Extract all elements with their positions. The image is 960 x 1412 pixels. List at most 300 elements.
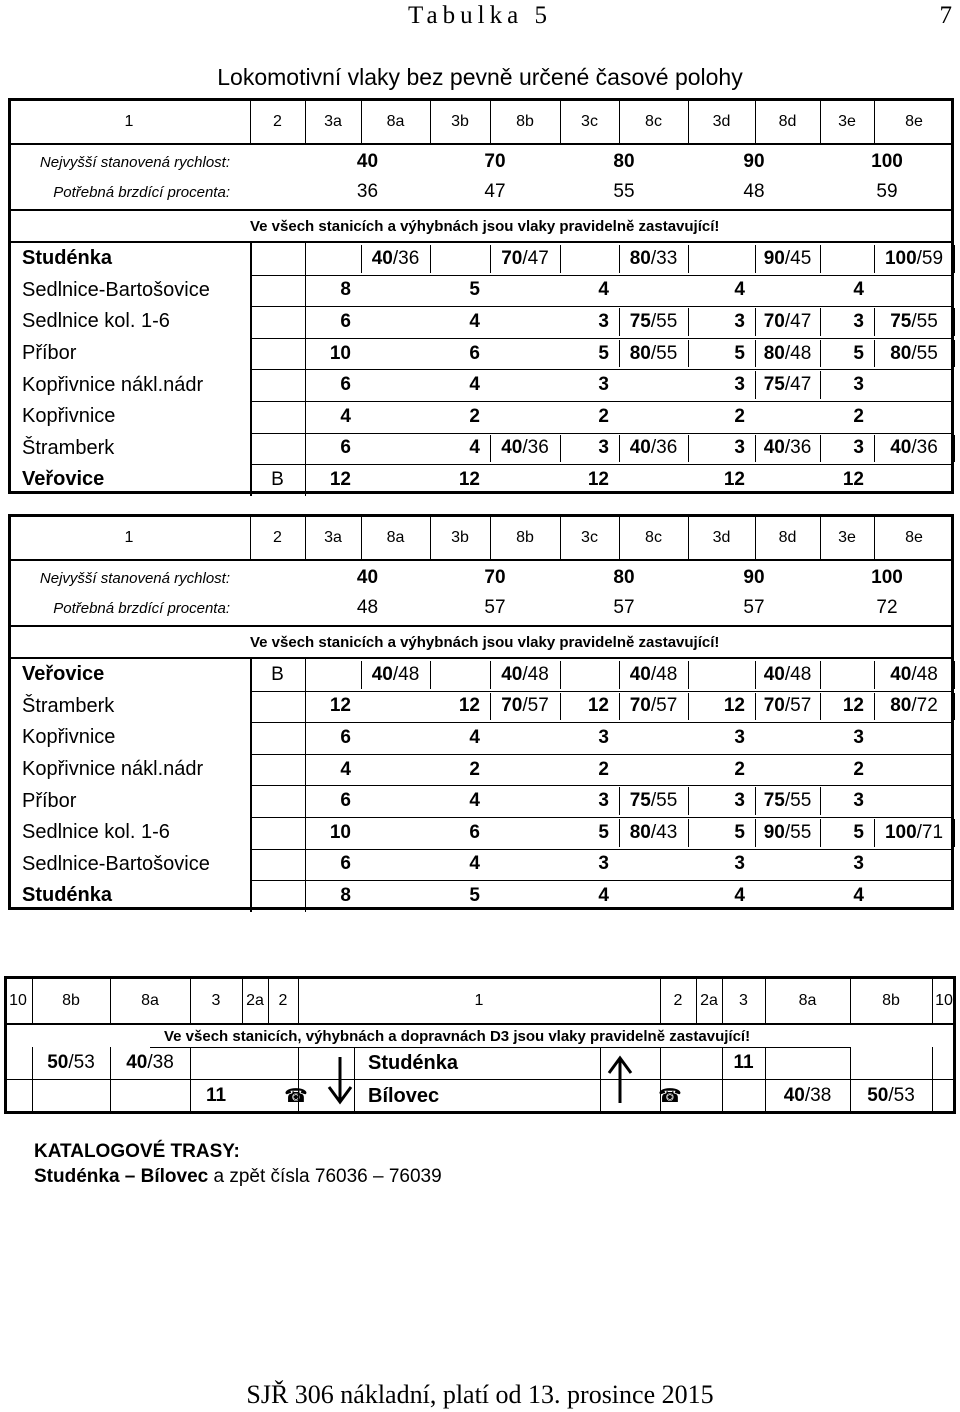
timetable-cell: 2 — [734, 758, 745, 780]
station-name: Veřovice — [22, 468, 105, 491]
brake-percent: /53 — [888, 1085, 915, 1106]
speed-value: 80 — [613, 151, 635, 172]
timetable-cell — [755, 275, 820, 307]
timetable-cell — [490, 754, 560, 786]
cell-divider — [755, 661, 756, 689]
time-minutes: 80 — [629, 821, 651, 843]
timetable-cell: 4 — [853, 884, 864, 906]
row-divider — [250, 785, 954, 786]
brake-percent: /55 — [784, 790, 812, 812]
column-header: 2 — [673, 992, 683, 1009]
speed-value: 70 — [484, 151, 506, 172]
timetable-cell — [874, 785, 954, 817]
timetable-cell: 3 — [734, 437, 745, 459]
timetable-cell — [755, 817, 820, 849]
column2-marker — [250, 275, 305, 307]
brake-percent: /47 — [784, 310, 812, 332]
brake-percent: /72 — [911, 695, 938, 717]
brake-percent: /47 — [522, 247, 549, 269]
timetable-cell: 3 — [853, 790, 864, 812]
brake-percent: /33 — [650, 247, 678, 269]
timetable-cell — [755, 464, 820, 496]
column-divider — [250, 101, 251, 143]
timetable-cell — [755, 659, 820, 691]
station-name: Sedlnice-Bartošovice — [22, 278, 210, 301]
timetable-cell — [490, 817, 560, 849]
brake-percent: /48 — [650, 663, 678, 685]
cell-divider — [619, 693, 620, 721]
cell-divider — [954, 245, 955, 273]
timetable-cell — [361, 785, 430, 817]
timetable-cell — [490, 369, 560, 401]
row-divider — [250, 817, 954, 818]
station-name: Štramberk — [22, 436, 115, 459]
timetable-cell — [874, 659, 954, 691]
brake-value: 48 — [356, 597, 379, 618]
speed-value: 80 — [613, 567, 635, 588]
timetable-cell: 4 — [469, 726, 480, 748]
timetable-cell: 5 — [853, 342, 864, 364]
column-header: 3b — [451, 113, 469, 130]
time-minutes: 80 — [890, 695, 912, 717]
column2-marker — [250, 785, 305, 817]
brake-percent: /38 — [147, 1052, 174, 1073]
row-divider — [250, 722, 954, 723]
timetable-cell — [874, 754, 954, 786]
speed-value: 90 — [743, 567, 765, 588]
cell-divider — [490, 435, 491, 463]
speed-value: 40 — [356, 151, 379, 172]
time-minutes: 75 — [629, 790, 651, 812]
timetable-cell: 3 — [598, 853, 609, 875]
time-minutes: 40 — [763, 437, 785, 459]
brake-percent: /57 — [650, 695, 678, 717]
cell-divider — [874, 661, 875, 689]
cell-divider — [619, 308, 620, 336]
timetable-cell: 6 — [469, 342, 480, 364]
timetable-cell — [688, 243, 755, 275]
timetable-cell: 5 — [598, 821, 609, 843]
column-header: 8d — [778, 113, 797, 130]
timetable-cell: 2 — [469, 405, 480, 427]
column2-marker — [250, 722, 305, 754]
timetable-cell: 4 — [598, 884, 609, 906]
column-divider — [305, 101, 306, 143]
column-divider — [242, 979, 243, 1023]
timetable-cell: 4 — [734, 884, 745, 906]
timetable-cell: 4 — [469, 853, 480, 875]
catalog-route-suffix: a zpět čísla 76036 – 76039 — [208, 1166, 442, 1187]
timetable-cell — [361, 754, 430, 786]
timetable-cell: 3 — [598, 726, 609, 748]
timetable-cell — [619, 464, 688, 496]
station-name: Sedlnice kol. 1-6 — [22, 310, 170, 333]
timetable-cell — [820, 243, 874, 275]
timetable-cell — [755, 785, 820, 817]
column-divider — [722, 979, 723, 1023]
arrow-down-icon — [326, 1055, 354, 1105]
timetable-cell — [619, 659, 688, 691]
time-minutes: 75 — [763, 374, 785, 396]
column2-marker — [250, 401, 305, 433]
column-divider — [268, 979, 269, 1023]
timetable-cell — [850, 1080, 932, 1112]
timetable-cell — [755, 849, 820, 881]
column-divider — [755, 517, 756, 559]
timetable-cell — [490, 464, 560, 496]
column-divider — [361, 517, 362, 559]
column-header: 2 — [278, 992, 288, 1009]
timetable-cell: 6 — [340, 374, 351, 396]
timetable-cell: 2 — [853, 758, 864, 780]
timetable-cell — [361, 433, 430, 465]
timetable-cell — [361, 275, 430, 307]
timetable-cell — [490, 691, 560, 723]
page-header-title: Tabulka 5 — [408, 2, 552, 29]
time-minutes: 40 — [783, 1085, 805, 1106]
brake-percent: /48 — [784, 663, 812, 685]
column-divider — [696, 979, 697, 1023]
time-minutes: 75 — [763, 790, 785, 812]
timetable-cell — [490, 659, 560, 691]
row-divider — [250, 691, 954, 692]
column2-marker — [250, 243, 305, 275]
brake-label: Potřebná brzdící procenta: — [53, 183, 230, 201]
cell-divider — [954, 340, 955, 368]
timetable-cell: 8 — [340, 884, 351, 906]
brake-percent: /36 — [392, 247, 420, 269]
timetable-cell — [361, 369, 430, 401]
catalog-heading: KATALOGOVÉ TRASY: — [34, 1141, 240, 1162]
timetable-cell: 6 — [340, 437, 351, 459]
column2-marker: B — [271, 663, 284, 685]
station-name: Příbor — [22, 342, 77, 365]
timetable-cell — [619, 275, 688, 307]
timetable-cell — [874, 433, 954, 465]
brake-percent: /48 — [784, 342, 812, 364]
column-header: 8c — [645, 529, 662, 546]
timetable-cell: 10 — [329, 821, 351, 843]
timetable-cell — [874, 880, 954, 912]
timetable-cell — [560, 243, 619, 275]
column-divider — [32, 979, 33, 1023]
timetable-cell — [874, 401, 954, 433]
column-divider — [874, 517, 875, 559]
column-header: 8c — [645, 113, 662, 130]
column-divider — [874, 101, 875, 143]
timetable-cell: 4 — [469, 310, 480, 332]
timetable-cell: 12 — [842, 468, 864, 490]
timetable-cell — [490, 785, 560, 817]
time-minutes: 70 — [763, 310, 785, 332]
brake-value: 55 — [613, 181, 635, 202]
timetable-cell: 6 — [469, 821, 480, 843]
timetable-cell: 3 — [598, 374, 609, 396]
timetable-cell: 5 — [853, 821, 864, 843]
column2-marker — [250, 691, 305, 723]
timetable-cell: 5 — [469, 279, 480, 301]
time-minutes: 40 — [501, 437, 523, 459]
column-header: 8b — [516, 529, 534, 546]
cell-divider — [954, 819, 955, 847]
timetable-cell — [755, 401, 820, 433]
column-divider — [660, 979, 661, 1023]
column-header: 10 — [935, 992, 953, 1009]
brake-percent: /43 — [650, 821, 678, 843]
time-minutes: 40 — [126, 1052, 148, 1073]
header-border — [8, 143, 954, 145]
timetable-cell: 11 — [205, 1085, 227, 1106]
timetable-cell — [619, 754, 688, 786]
timetable-cell — [619, 306, 688, 338]
phone-icon: ☎ — [284, 1085, 308, 1107]
column-header: 3 — [739, 992, 748, 1009]
time-minutes: 80 — [890, 342, 912, 364]
column-header: 3a — [324, 113, 342, 130]
timetable-cell: 2 — [469, 758, 480, 780]
timetable-cell — [560, 659, 619, 691]
cell-divider — [619, 787, 620, 815]
timetable-cell: 3 — [598, 790, 609, 812]
column-header: 2a — [246, 992, 264, 1009]
speed-value: 40 — [356, 567, 379, 588]
timetable-cell: 5 — [734, 821, 745, 843]
timetable-cell — [820, 659, 874, 691]
timetable-cell — [874, 243, 954, 275]
column2-marker: B — [271, 468, 284, 490]
timetable-cell — [361, 243, 430, 275]
brake-percent: /53 — [68, 1052, 95, 1073]
column-header: 1 — [474, 992, 484, 1009]
column2-marker — [250, 338, 305, 370]
arrow-up-icon — [606, 1055, 634, 1105]
timetable-cell: 4 — [734, 279, 745, 301]
time-minutes: 40 — [371, 663, 393, 685]
cell-divider — [755, 245, 756, 273]
column-divider — [190, 979, 191, 1023]
brake-value: 72 — [876, 597, 898, 618]
column2-marker — [250, 369, 305, 401]
column-header: 2a — [700, 992, 718, 1009]
column-header: 3b — [451, 529, 469, 546]
speed-value: 70 — [484, 567, 506, 588]
column-header: 8d — [778, 529, 797, 546]
brake-percent: /55 — [650, 310, 678, 332]
time-minutes: 40 — [629, 437, 651, 459]
station-name: Štramberk — [22, 694, 115, 717]
footer: SJŘ 306 nákladní, platí od 13. prosince 2015 — [246, 1380, 714, 1409]
timetable-cell: 11 — [733, 1052, 754, 1073]
column-divider — [820, 101, 821, 143]
cell-divider — [874, 308, 875, 336]
column2-marker — [250, 433, 305, 465]
cell-divider — [619, 819, 620, 847]
timetable-cell: 3 — [853, 853, 864, 875]
timetable-cell — [361, 306, 430, 338]
column-divider — [430, 101, 431, 143]
timetable-cell — [874, 369, 954, 401]
speed-label: Nejvyšší stanovená rychlost: — [39, 153, 230, 171]
phone-icon: ☎ — [658, 1085, 682, 1107]
brake-percent: /57 — [784, 695, 812, 717]
station-name: Kopřivnice — [22, 405, 116, 428]
timetable-cell — [755, 722, 820, 754]
timetable-cell: 4 — [598, 279, 609, 301]
cell-divider — [490, 693, 491, 721]
timetable-cell: 12 — [458, 695, 480, 717]
timetable-cell: 4 — [340, 758, 351, 780]
timetable-cell — [305, 659, 361, 691]
timetable-cell — [430, 243, 490, 275]
column-header: 8e — [905, 113, 923, 130]
brake-percent: /47 — [784, 374, 812, 396]
timetable-cell — [361, 691, 430, 723]
timetable-cell — [361, 880, 430, 912]
cell-divider — [874, 819, 875, 847]
brake-percent: /48 — [522, 663, 549, 685]
column-divider — [560, 517, 561, 559]
column-divider — [765, 979, 766, 1023]
cell-divider — [954, 661, 955, 689]
row-divider — [250, 880, 954, 881]
timetable-cell — [755, 433, 820, 465]
cell-divider — [755, 819, 756, 847]
column-header: 1 — [124, 113, 134, 130]
column-divider — [490, 517, 491, 559]
cell-divider — [954, 308, 955, 336]
column-divider — [305, 517, 306, 559]
timetable-cell — [619, 369, 688, 401]
timetable-cell: 3 — [853, 374, 864, 396]
catalog-routes — [34, 1166, 442, 1188]
column-divider — [250, 517, 251, 559]
timetable-cell: 10 — [329, 342, 351, 364]
time-minutes: 70 — [763, 695, 785, 717]
timetable-cell: 3 — [853, 726, 864, 748]
column-divider — [688, 101, 689, 143]
brake-value: 57 — [743, 597, 765, 618]
timetable-cell: 12 — [587, 695, 609, 717]
timetable-cell — [490, 722, 560, 754]
stopping-notice: Ve všech stanicích a výhybnách jsou vlaky pravidelně zastavující! — [250, 217, 720, 235]
time-minutes: 50 — [867, 1085, 889, 1106]
station-name: Bílovec — [368, 1084, 440, 1107]
column-header: 3e — [838, 113, 856, 130]
timetable-cell — [32, 1047, 110, 1079]
timetable-cell: 3 — [853, 310, 864, 332]
column2-marker — [250, 880, 305, 912]
cell-divider — [954, 693, 955, 721]
timetable-cell — [490, 433, 560, 465]
column-divider — [932, 979, 933, 1023]
timetable-cell — [755, 243, 820, 275]
timetable-cell — [361, 338, 430, 370]
row-column-divider — [932, 1047, 933, 1113]
brake-percent: /36 — [911, 437, 938, 459]
timetable-cell — [755, 754, 820, 786]
timetable-cell: 3 — [734, 790, 745, 812]
column-header: 2 — [273, 113, 282, 130]
timetable-cell: 12 — [587, 468, 609, 490]
timetable-cell — [619, 433, 688, 465]
brake-percent: /59 — [916, 247, 944, 269]
time-minutes: 70 — [501, 695, 523, 717]
timetable-cell: 12 — [329, 695, 351, 717]
timetable-cell: 3 — [598, 437, 609, 459]
time-minutes: 75 — [629, 310, 651, 332]
timetable-cell: 6 — [340, 310, 351, 332]
timetable-cell: 2 — [853, 405, 864, 427]
time-minutes: 100 — [884, 821, 917, 843]
column-divider — [361, 101, 362, 143]
cell-divider — [755, 371, 756, 399]
timetable-cell: 12 — [329, 468, 351, 490]
cell-divider — [361, 245, 362, 273]
row-divider — [250, 754, 954, 755]
cell-divider — [755, 693, 756, 721]
brake-value: 47 — [484, 181, 506, 202]
timetable-cell — [755, 369, 820, 401]
timetable-cell — [874, 275, 954, 307]
brake-percent: /38 — [804, 1085, 832, 1106]
timetable-cell: 2 — [734, 405, 745, 427]
timetable-cell — [490, 880, 560, 912]
column-header: 8b — [882, 992, 900, 1009]
time-minutes: 100 — [884, 247, 917, 269]
time-minutes: 75 — [890, 310, 912, 332]
cell-divider — [755, 340, 756, 368]
timetable-cell — [430, 659, 490, 691]
column-header: 3d — [712, 529, 731, 546]
timetable-cell — [874, 849, 954, 881]
timetable-cell — [874, 464, 954, 496]
cell-divider — [619, 661, 620, 689]
timetable-cell — [361, 817, 430, 849]
timetable-cell: 3 — [853, 437, 864, 459]
cell-divider — [619, 245, 620, 273]
header-border — [8, 559, 954, 561]
station-name: Sedlnice kol. 1-6 — [22, 821, 170, 844]
time-minutes: 50 — [47, 1052, 69, 1073]
main-title: Lokomotivní vlaky bez pevně určené časové polohy — [217, 64, 743, 90]
column-divider — [110, 979, 111, 1023]
timetable-cell: 4 — [469, 374, 480, 396]
timetable-cell — [110, 1047, 190, 1079]
brake-percent: /55 — [911, 310, 938, 332]
stopping-notice: Ve všech stanicích a výhybnách jsou vlaky pravidelně zastavující! — [250, 633, 720, 651]
timetable-cell: 5 — [734, 342, 745, 364]
row-divider — [250, 338, 954, 339]
timetable-cell — [874, 691, 954, 723]
speed-label: Nejvyšší stanovená rychlost: — [39, 569, 230, 587]
column-header: 8e — [905, 529, 923, 546]
timetable-cell — [755, 306, 820, 338]
time-minutes: 70 — [501, 247, 523, 269]
column-header: 2 — [273, 529, 282, 546]
station-name: Sedlnice-Bartošovice — [22, 852, 210, 875]
brake-percent: /71 — [916, 821, 944, 843]
catalog-route: Studénka – Bílovec — [34, 1166, 209, 1187]
timetable-cell: 12 — [723, 695, 745, 717]
brake-percent: /36 — [650, 437, 678, 459]
row-divider — [250, 275, 954, 276]
time-minutes: 80 — [629, 247, 651, 269]
timetable-cell — [874, 722, 954, 754]
brake-value: 57 — [613, 597, 635, 618]
station-name: Kopřivnice nákl.nádr — [22, 373, 204, 396]
timetable-cell — [755, 880, 820, 912]
column-divider — [490, 101, 491, 143]
